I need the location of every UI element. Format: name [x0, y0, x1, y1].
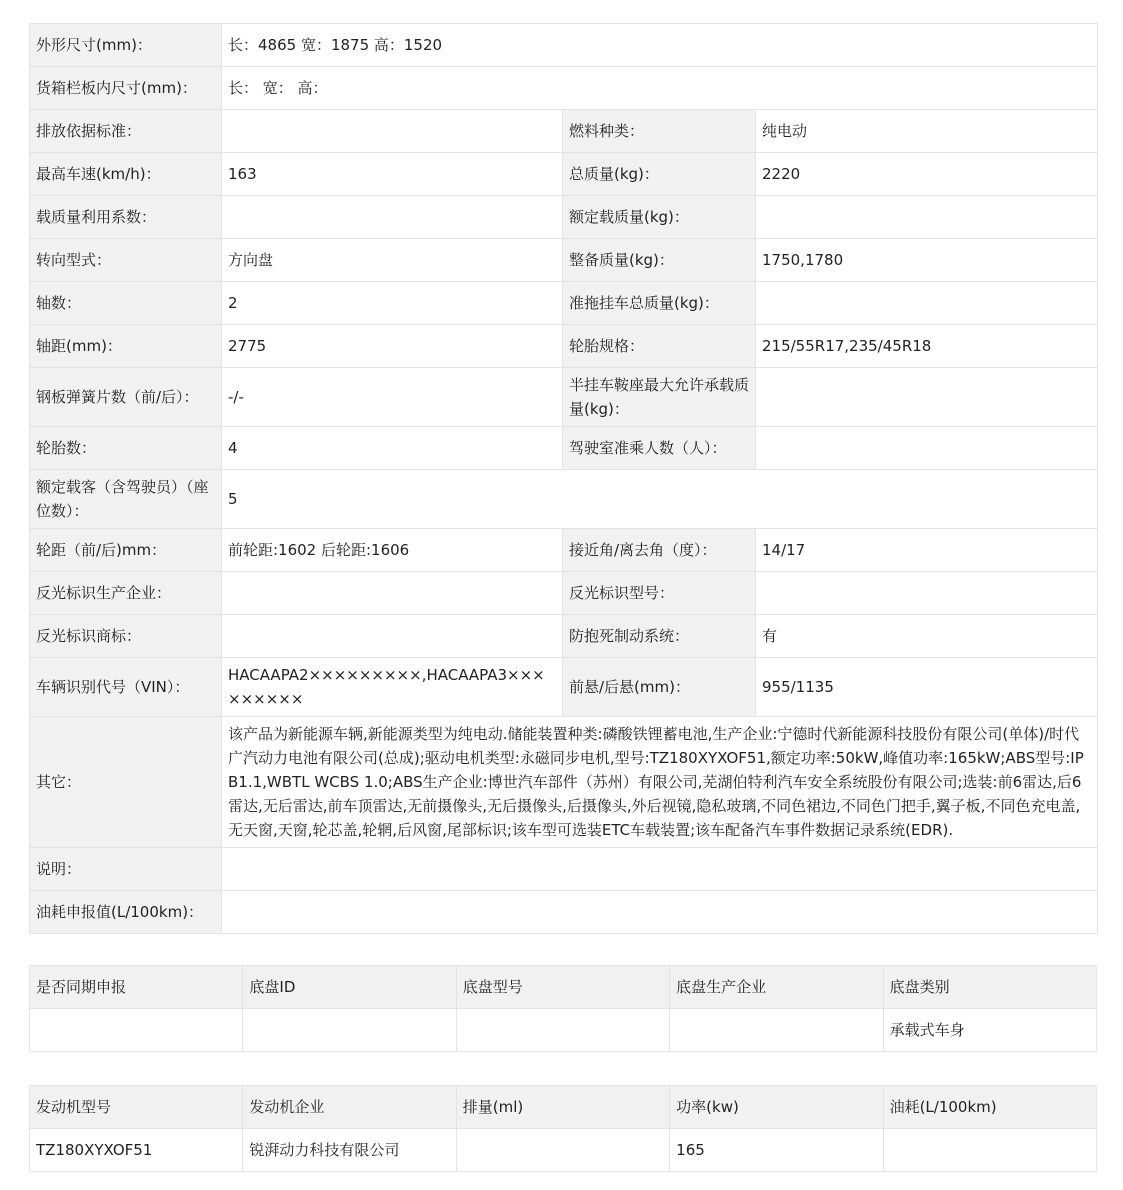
spec-label: 货箱栏板内尺寸(mm)：: [30, 67, 222, 110]
spec-value: 有: [756, 615, 1098, 658]
spec-label: 转向型式：: [30, 239, 222, 282]
column-header: 发动机企业: [243, 1086, 456, 1129]
spec-label: 准拖挂车总质量(kg)：: [563, 282, 756, 325]
column-header: 排量(ml): [456, 1086, 669, 1129]
table-cell: [670, 1009, 883, 1052]
table-cell: 承载式车身: [883, 1009, 1096, 1052]
table-cell: [243, 1009, 456, 1052]
spec-label: 最高车速(km/h)：: [30, 153, 222, 196]
column-header: 底盘ID: [243, 966, 456, 1009]
spec-label: 防抱死制动系统：: [563, 615, 756, 658]
table-cell: [456, 1009, 669, 1052]
spec-value: [222, 572, 563, 615]
spec-value: [756, 572, 1098, 615]
spec-label: 接近角/离去角（度）：: [563, 529, 756, 572]
column-header: 发动机型号: [30, 1086, 243, 1129]
spec-label: 钢板弹簧片数（前/后）：: [30, 368, 222, 427]
spec-value: 4: [222, 427, 563, 470]
spec-value: [756, 196, 1098, 239]
table-row: [30, 1009, 1097, 1052]
spec-label: 驾驶室准乘人数（人）：: [563, 427, 756, 470]
spec-row: [30, 239, 1098, 282]
spec-value: 163: [222, 153, 563, 196]
spec-label: 反光标识商标：: [30, 615, 222, 658]
spec-row: [30, 891, 1098, 934]
spec-value: 2: [222, 282, 563, 325]
spec-value: 该产品为新能源车辆,新能源类型为纯电动.储能装置种类:磷酸铁锂蓄电池,生产企业:宁德时代新能源科技股份有限公司(单体)/时代广汽动力电池有限公司(总成);驱动电机类型:永磁同步电机,型号:TZ180XYXOF51,额定功率:50kW,峰值功率:165kW;ABS型号:IPB1.1,WBTL WCBS 1.0;ABS生产企业:博世汽车部件（苏州）有限公司,芜湖伯特利汽车安全系统股份有限公司;选装:前6雷达,后6雷达,无后雷达,前车顶雷达,无前摄像头,无后摄像头,后摄像头,外后视镜,隐私玻璃,不同色裙边,不同色门把手,翼子板,不同色充电盖,无天窗,天窗,轮芯盖,轮辋,后风窗,尾部标识;该车型可选装ETC车载装置;该车配备汽车事件数据记录系统(EDR).: [222, 717, 1098, 848]
spec-row: [30, 529, 1098, 572]
spec-label: 车辆识别代号（VIN）：: [30, 658, 222, 717]
spec-label: 整备质量(kg)：: [563, 239, 756, 282]
spec-value: [222, 891, 1098, 934]
spec-row: [30, 67, 1098, 110]
spec-table: [29, 23, 1098, 934]
spec-label: 额定载质量(kg)：: [563, 196, 756, 239]
spec-value: [222, 615, 563, 658]
table-cell: [30, 1009, 243, 1052]
spec-row: [30, 470, 1098, 529]
spec-label: 轮距（前/后)mm：: [30, 529, 222, 572]
spec-row: [30, 368, 1098, 427]
spec-value: 长： 宽： 高：: [222, 67, 1098, 110]
engine-table: [29, 1085, 1097, 1172]
spec-value: 方向盘: [222, 239, 563, 282]
spec-value: [222, 196, 563, 239]
table-cell: 165: [670, 1129, 883, 1172]
column-header: 底盘型号: [456, 966, 669, 1009]
column-header: 功率(kw): [670, 1086, 883, 1129]
spec-row: [30, 282, 1098, 325]
spec-label: 油耗申报值(L/100km)：: [30, 891, 222, 934]
table-cell: [456, 1129, 669, 1172]
spec-row: [30, 427, 1098, 470]
spec-row: [30, 153, 1098, 196]
spec-value: 1750,1780: [756, 239, 1098, 282]
spec-value: 2220: [756, 153, 1098, 196]
spec-label: 轴数：: [30, 282, 222, 325]
spec-value: [756, 282, 1098, 325]
spec-row: [30, 110, 1098, 153]
spec-label: 排放依据标准：: [30, 110, 222, 153]
spec-row: [30, 717, 1098, 848]
table-header-row: [30, 1086, 1097, 1129]
spec-value: [756, 368, 1098, 427]
table-header-row: [30, 966, 1097, 1009]
table-cell: [883, 1129, 1096, 1172]
spec-label: 轮胎规格：: [563, 325, 756, 368]
spec-row: [30, 572, 1098, 615]
chassis-table: [29, 965, 1097, 1052]
spec-label: 反光标识型号：: [563, 572, 756, 615]
spec-value: 955/1135: [756, 658, 1098, 717]
spec-value: HACAAPA2×××××××××,HACAAPA3×××××××××: [222, 658, 563, 717]
spec-label: 半挂车鞍座最大允许承载质量(kg)：: [563, 368, 756, 427]
spec-row: [30, 658, 1098, 717]
spec-label: 载质量利用系数：: [30, 196, 222, 239]
spec-label: 燃料种类：: [563, 110, 756, 153]
spec-label: 说明：: [30, 848, 222, 891]
spec-label: 额定载客（含驾驶员）（座位数）：: [30, 470, 222, 529]
spec-row: [30, 24, 1098, 67]
table-cell: TZ180XYXOF51: [30, 1129, 243, 1172]
spec-label: 前悬/后悬(mm)：: [563, 658, 756, 717]
table-cell: 锐湃动力科技有限公司: [243, 1129, 456, 1172]
spec-value: [222, 110, 563, 153]
spec-label: 外形尺寸(mm)：: [30, 24, 222, 67]
column-header: 油耗(L/100km): [883, 1086, 1096, 1129]
spec-value: 纯电动: [756, 110, 1098, 153]
spec-label: 总质量(kg)：: [563, 153, 756, 196]
spec-value: 2775: [222, 325, 563, 368]
spec-label: 其它：: [30, 717, 222, 848]
column-header: 底盘生产企业: [670, 966, 883, 1009]
spec-value: 长：4865 宽：1875 高：1520: [222, 24, 1098, 67]
spec-value: 215/55R17,235/45R18: [756, 325, 1098, 368]
spec-value: [756, 427, 1098, 470]
spec-label: 反光标识生产企业：: [30, 572, 222, 615]
spec-value: [222, 848, 1098, 891]
column-header: 是否同期申报: [30, 966, 243, 1009]
spec-value: 14/17: [756, 529, 1098, 572]
spec-value: 5: [222, 470, 1098, 529]
table-row: [30, 1129, 1097, 1172]
spec-row: [30, 848, 1098, 891]
column-header: 底盘类别: [883, 966, 1096, 1009]
spec-label: 轮胎数：: [30, 427, 222, 470]
spec-value: -/-: [222, 368, 563, 427]
spec-label: 轴距(mm)：: [30, 325, 222, 368]
spec-row: [30, 196, 1098, 239]
spec-row: [30, 615, 1098, 658]
spec-value: 前轮距:1602 后轮距:1606: [222, 529, 563, 572]
spec-row: [30, 325, 1098, 368]
